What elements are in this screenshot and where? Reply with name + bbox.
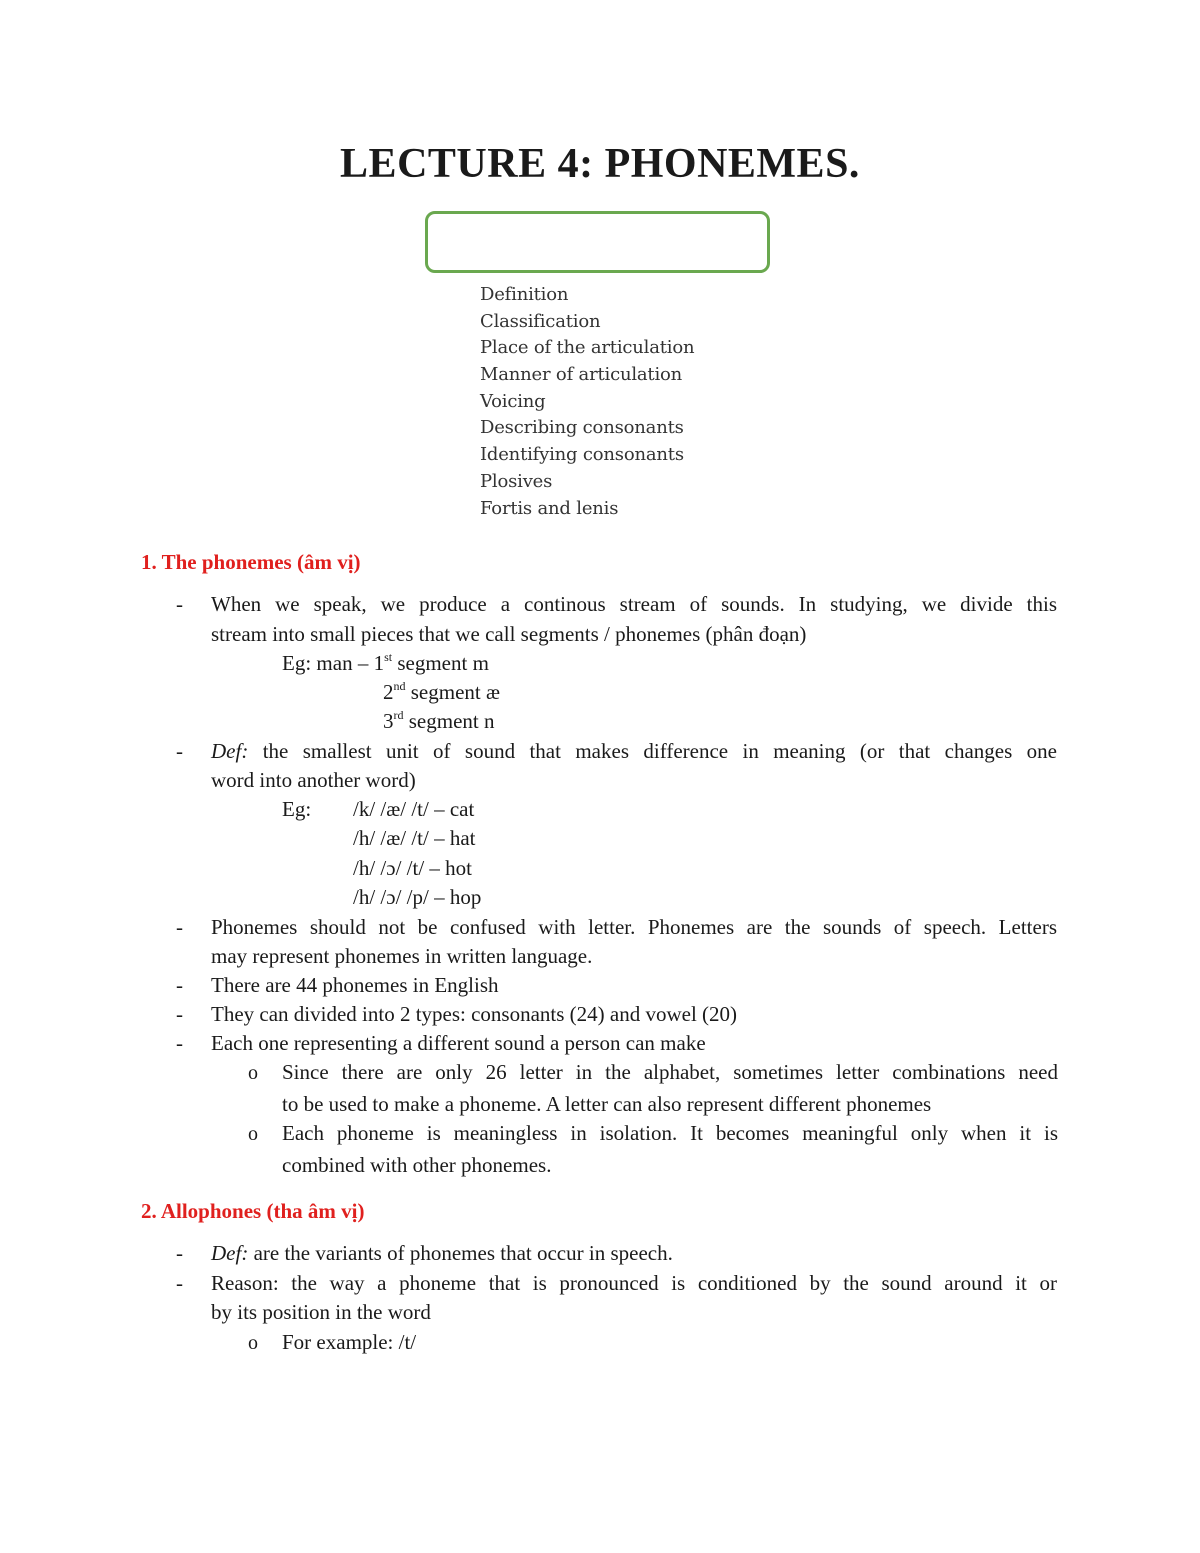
paragraph-line: may represent phonemes in written language.: [211, 944, 593, 968]
paragraph-line: For example: /t/: [282, 1330, 417, 1354]
paragraph-line: combined with other phonemes.: [282, 1153, 552, 1177]
topic-outline: [480, 282, 694, 522]
paragraph-line: They can divided into 2 types: consonants (24) and vowel (20): [211, 1002, 738, 1026]
bullet-dash: -: [176, 592, 183, 616]
section-1-heading: 1. The phonemes (âm vị): [141, 550, 361, 574]
bullet-dash: -: [176, 1271, 183, 1295]
paragraph-line: Each one representing a different sound a person can make: [211, 1031, 706, 1055]
example-line: 3rd segment n: [383, 708, 495, 733]
example-line: 2nd segment æ: [383, 679, 500, 704]
paragraph-line: word into another word): [211, 768, 416, 792]
outline-item: Fortis and lenis: [480, 497, 619, 519]
bullet-circle: o: [248, 1332, 258, 1354]
page-title: LECTURE 4: PHONEMES.: [340, 141, 860, 187]
bullet-dash: -: [176, 1241, 183, 1265]
outline-header-box: [425, 211, 770, 273]
outline-item: Place of the articulation: [480, 337, 695, 359]
example-line: Eg: man – 1st segment m: [282, 650, 489, 675]
bullet-circle: o: [248, 1062, 258, 1084]
example-label: Eg:: [282, 797, 312, 821]
phoneme-example: /k/ /æ/ /t/ – cat: [353, 797, 475, 821]
bullet-dash: -: [176, 973, 183, 997]
bullet-dash: -: [176, 739, 183, 763]
paragraph-line: Phonemes should not be confused with letter. Phonemes are the sounds of speech. Letters: [211, 915, 1057, 939]
outline-item: Plosives: [480, 470, 553, 492]
bullet-dash: -: [176, 1031, 183, 1055]
paragraph-line: Def: are the variants of phonemes that occur in speech.: [211, 1241, 673, 1265]
paragraph-line: stream into small pieces that we call segments / phonemes (phân đoạn): [211, 622, 807, 646]
outline-item: Describing consonants: [480, 417, 684, 439]
outline-item: Definition: [480, 284, 569, 305]
phoneme-example: /h/ /ɔ/ /p/ – hop: [353, 885, 482, 909]
outline-item: Identifying consonants: [480, 444, 684, 466]
outline-item: Classification: [480, 310, 601, 332]
outline-item: Manner of articulation: [480, 364, 683, 386]
bullet-dash: -: [176, 915, 183, 939]
section-2-heading: 2. Allophones (tha âm vị): [141, 1199, 365, 1223]
bullet-dash: -: [176, 1002, 183, 1026]
phoneme-example: /h/ /æ/ /t/ – hat: [353, 826, 476, 850]
paragraph-line: Def: the smallest unit of sound that makes difference in meaning (or that changes one: [211, 739, 1057, 763]
bullet-circle: o: [248, 1123, 258, 1145]
paragraph-line: by its position in the word: [211, 1300, 431, 1324]
paragraph-line: Reason: the way a phoneme that is pronounced is conditioned by the sound around it or: [211, 1271, 1057, 1295]
phoneme-example: /h/ /ɔ/ /t/ – hot: [353, 856, 472, 880]
paragraph-line: Each phoneme is meaningless in isolation. It becomes meaningful only when it is: [282, 1121, 1058, 1145]
paragraph-line: There are 44 phonemes in English: [211, 973, 499, 997]
paragraph-line: When we speak, we produce a continous stream of sounds. In studying, we divide this: [211, 592, 1057, 616]
paragraph-line: Since there are only 26 letter in the alphabet, sometimes letter combinations need: [282, 1060, 1058, 1084]
paragraph-line: to be used to make a phoneme. A letter can also represent different phonemes: [282, 1092, 932, 1116]
outline-item: Voicing: [480, 390, 546, 412]
